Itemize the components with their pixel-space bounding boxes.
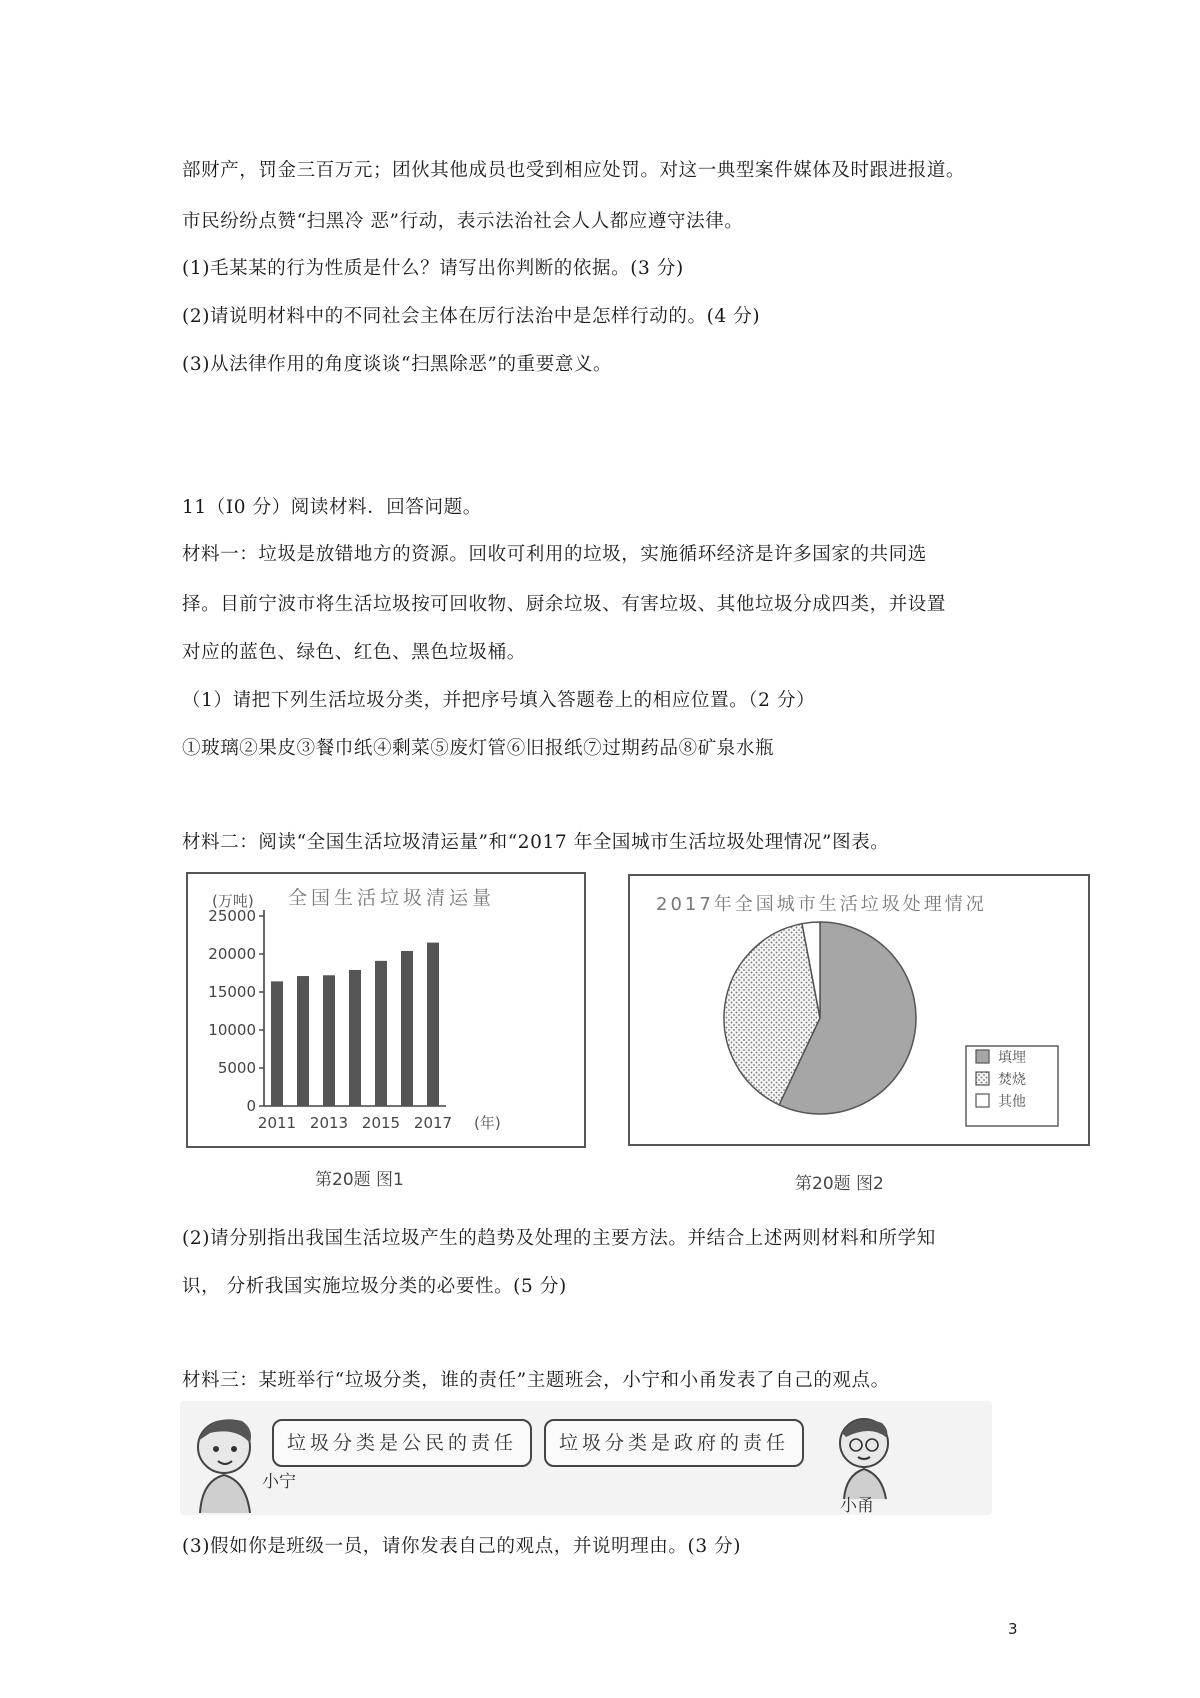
question-10-3: (3)从法律作用的角度谈谈“扫黑除恶”的重要意义。	[182, 354, 613, 375]
y-tick-label-0: 0	[246, 1097, 256, 1115]
y-tick-label-3: 15000	[208, 983, 256, 1001]
figure-2-caption: 第20题 图2	[795, 1174, 884, 1194]
bar-2016	[401, 951, 413, 1106]
page-number: 3	[1008, 1620, 1018, 1638]
speech-bubble-right: 垃圾分类是政府的责任	[544, 1419, 804, 1467]
question-11-1: （1）请把下列生活垃圾分类，并把序号填入答题卷上的相应位置。（2 分）	[182, 690, 816, 711]
x-tick-label-2015: 2015	[361, 1114, 401, 1132]
paragraph-line-2: 市民纷纷点赞“扫黑冷 恶”行动，表示法治社会人人都应遵守法律。	[182, 211, 744, 232]
pie-chart-title: 2017年全国城市生活垃圾处理情况	[656, 894, 987, 915]
x-axis-unit: (年)	[474, 1114, 501, 1132]
bar-chart-svg	[188, 874, 584, 1146]
bar-2013	[323, 975, 335, 1106]
student-xiaoning-figure	[180, 1403, 270, 1513]
xiaoning-label: 小宁	[262, 1472, 296, 1492]
question-11-2-line-2: 识， 分析我国实施垃圾分类的必要性。(5 分)	[182, 1276, 567, 1297]
material-3-intro: 材料三：某班举行“垃圾分类，谁的责任”主题班会，小宁和小甬发表了自己的观点。	[182, 1370, 890, 1391]
y-tick-label-5: 25000	[208, 907, 256, 925]
question-11-heading: 11（I0 分）阅读材料．回答问题。	[182, 497, 482, 518]
question-11-3: (3)假如你是班级一员，请你发表自己的观点，并说明理由。(3 分)	[182, 1536, 742, 1557]
y-axis-unit: (万吨)	[212, 892, 254, 910]
bar-chart-title: 全国生活垃圾清运量	[288, 887, 496, 909]
figure-1-caption: 第20题 图1	[315, 1170, 404, 1190]
x-tick-label-2013: 2013	[309, 1114, 349, 1132]
legend-label-焚烧: 焚烧	[998, 1072, 1026, 1088]
x-tick-label-2017: 2017	[413, 1114, 453, 1132]
material-1-line-3: 对应的蓝色、绿色、红色、黑色垃圾桶。	[182, 642, 526, 663]
speech-bubble-left: 垃圾分类是公民的责任	[272, 1419, 532, 1467]
pie-chart-svg	[630, 876, 1088, 1144]
bar-2014	[349, 970, 361, 1106]
material-2-intro: 材料二：阅读“全国生活垃圾清运量”和“2017 年全国城市生活垃圾处理情况”图表。	[182, 832, 890, 853]
bar-2012	[297, 976, 309, 1106]
figure-2-pie-chart	[628, 874, 1090, 1146]
garbage-items: ①玻璃②果皮③餐巾纸④剩菜⑤废灯管⑥旧报纸⑦过期药品⑧矿泉水瓶	[182, 738, 775, 759]
bar-2017	[427, 943, 439, 1106]
y-tick-label-4: 20000	[208, 945, 256, 963]
legend-swatch-其他	[976, 1094, 989, 1107]
figure-1-bar-chart	[186, 872, 586, 1148]
x-tick-label-2011: 2011	[257, 1114, 297, 1132]
legend-label-其他: 其他	[998, 1094, 1026, 1110]
cartoon-illustration	[180, 1401, 992, 1515]
y-tick-label-1: 5000	[217, 1059, 256, 1077]
material-1-line-1: 材料一：垃圾是放错地方的资源。回收可利用的垃圾，实施循环经济是许多国家的共同选	[182, 544, 927, 565]
material-1-line-2: 择。目前宁波市将生活垃圾按可回收物、厨余垃圾、有害垃圾、其他垃圾分成四类，并设置	[182, 594, 947, 615]
y-tick-label-2: 10000	[208, 1021, 256, 1039]
bar-2011	[271, 981, 283, 1106]
legend-swatch-填埋	[976, 1050, 989, 1063]
bar-2015	[375, 961, 387, 1106]
legend-swatch-焚烧	[976, 1072, 989, 1085]
xiaoyong-label: 小甬	[840, 1496, 874, 1516]
question-11-2-line-1: (2)请分别指出我国生活垃圾产生的趋势及处理的主要方法。并结合上述两则材料和所学知	[182, 1228, 936, 1249]
question-10-2: (2)请说明材料中的不同社会主体在厉行法治中是怎样行动的。(4 分)	[182, 306, 761, 327]
legend-label-填埋: 填埋	[998, 1050, 1026, 1066]
question-10-1: (1)毛某某的行为性质是什么？请写出你判断的依据。(3 分)	[182, 258, 684, 279]
paragraph-line-1: 部财产，罚金三百万元；团伙其他成员也受到相应处罚。对这一典型案件媒体及时跟进报道。	[182, 160, 966, 181]
